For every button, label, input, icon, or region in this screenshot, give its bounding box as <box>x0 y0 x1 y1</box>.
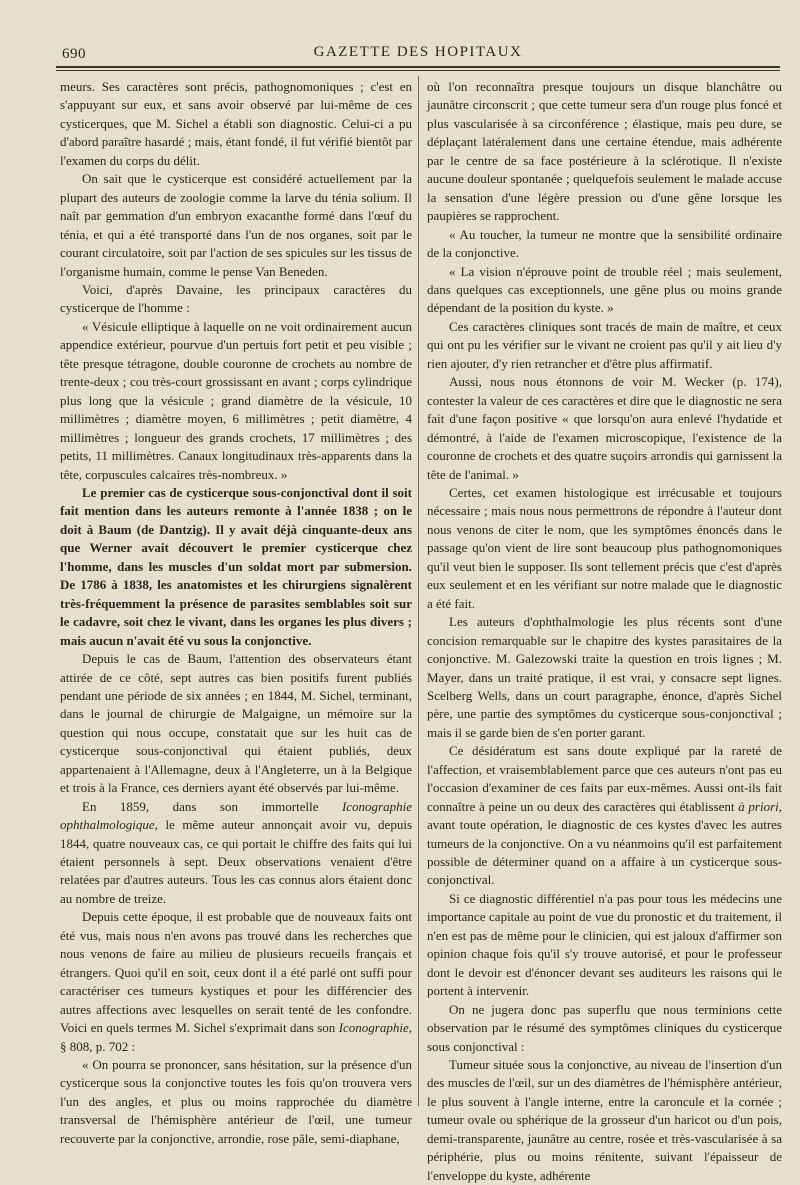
paragraph <box>60 798 412 909</box>
paragraph: Si ce diagnostic différentiel n'a pas pour tous les médecins une importance capitale au point de vue du pronostic et du traitement, il n'en est pas de même pour le clinicien, qui est jaloux d'affirmer son opinion chaque fois qu'il s'y trouve autorisé, et pour le professeur dont le devoir est d'énoncer devant ses auditeurs les raisons qui le portent à intervenir. <box>427 890 782 999</box>
text-run: Depuis cette époque, il est probable que de nouveaux faits ont été vus, mais nous n'en avons pas trouvé dans les recherches que nous venons de faire au milieu de plusieurs recueils français et étrangers. Quoi qu'il en soit, ceux dont il a été parlé ont suffi pour caractériser ces tumeurs kystiques et pour les différencier des autres affections avec lesquelles on serait tenté de les confondre. Voici en quels termes M. Sichel s'exprimait dans son <box>60 909 412 1036</box>
paragraph: Les auteurs d'ophthalmologie les plus récents sont d'une concision remarquable sur le chapitre des kystes parasitaires de la conjonctive. M. Galezowski traite la question en trois lignes ; M. Mayer, dans un traité pratique, il est vrai, y consacre sept lignes. Scelberg Wells, dans un court paragraphe, énonce, d'après Sichel père, une partie des symptômes du cysticerque sous-conjonctival ; mais il se garde bien de s'en porter garant. <box>427 614 782 740</box>
text-run: , le même auteur annonçait avoir vu, depuis 1844, quatre nouveaux cas, ce qui portait le chiffre des faits qui lui étaient personnels à sept. Deux observations venaient d'être relatées par d'autres auteurs. Tous les cas connus alors étaient donc au nombre de treize. <box>60 817 412 906</box>
quote-paragraph: « On pourra se prononcer, sans hésitation, sur la présence d'un cysticerque sous la conjonctive toutes les fois qu'on trouvera vers l'un des angles, et plus ou moins rapprochée du diamètre transversal de l'hémisphère antérieur de l'œil, une tumeur recouverte par la conjonctive, arrondie, rose pâle, semi-diaphane, <box>60 1057 412 1146</box>
paragraph: Le premier cas de cysticerque sous-conjonctival dont il soit fait mention dans les auteurs remonte à l'année 1838 ; on le doit à Baum (de Dantzig). Il y avait déjà cinquante-deux ans que Werner avait découvert le premier cysticerque chez l'homme, dans les muscles d'un soldat mort par submersion. De 1786 à 1838, les anatomistes et les chirurgiens signalèrent très-fréquemment la présence de parasites semblables soit sur le cadavre, soit chez le vivant, dans les organes les plus divers ; mais aucun n'avait été vu sous la conjonctive. <box>60 484 412 648</box>
quote-paragraph: « Vésicule elliptique à laquelle on ne voit ordinairement aucun appendice extérieur, pourvue d'un pertuis fort petit et peu visible ; tête presque tétragone, double couronne de crochets au nombre de trente-deux ; cou très-court grossissant en avant ; corps cylindrique plus long que la vésicule ; grand diamètre de la vésicule, 10 millimètres ; diamètre moyen, 6 millimètres ; petit diamètre, 4 millimètres ; longueur des grands crochets, 17 millimètres ; des petits, 11 millimètres. Canaux longitudinaux très-apparents dans la tête, corpuscules calcaires très-nombreux. » <box>60 318 412 482</box>
paragraph: Voici, d'après Davaine, les principaux caractères du cysticerque de l'homme : <box>60 281 412 316</box>
page-number: 690 <box>62 46 86 62</box>
paragraph: Certes, cet examen histologique est irrécusable et toujours nécessaire ; mais nous nous permettrons de répondre à l'auteur dont nous venons de citer le nom, que les symptômes énoncés dans le passage qu'on vient de lire sont beaucoup plus pathognomoniques qu'il veut bien le supposer. Ils sont tellement précis que c'est d'après eux seulement et en les vérifiant sur notre malade que le diagnostic a été fait. <box>427 484 782 611</box>
quote-paragraph: « La vision n'éprouve point de trouble réel ; mais seulement, dans quelques cas exceptionnels, une gêne plus ou moins grande dépendant de la position du kyste. » <box>427 263 782 316</box>
paragraph: Aussi, nous nous étonnons de voir M. Wecker (p. 174), contester la valeur de ces caractères et dire que le diagnostic ne sera fait d'une façon positive « que lorsqu'on aura enlevé l'hydatide et démontré, à l'aide de l'examen microscopique, l'existence de la couronne de crochets et des quatre suçoirs arrondis qui garnissent la tête de l'animal. » <box>427 374 782 482</box>
column-divider <box>418 76 419 1106</box>
left-column <box>60 78 412 1146</box>
header-rule-thin <box>56 70 780 71</box>
emphasis: à priori <box>738 798 779 814</box>
paragraph: meurs. Ses caractères sont précis, pathognomoniques ; c'est en s'appuyant sur eux, et sans avoir observé par lui-même de ces cysticerques, que M. Sichel a établi son diagnostic. Celui-ci a pu d'abord paraître hasardé ; mais, étant fondé, il fut vérifié bientôt par l'examen du corps du délit. <box>60 79 412 168</box>
paragraph: où l'on reconnaîtra presque toujours un disque blanchâtre ou jaunâtre circonscrit ; que cette tumeur sera d'un rouge plus foncé et plus vascularisée à sa circonférence ; élastique, mais peu dure, se déplaçant latéralement dans une certaine étendue, mais adhérente par le centre de sa face postérieure à la sclérotique. Il n'existe aucune douleur spontanée ; quelquefois seulement le malade accuse la sensation d'une légère pression ou d'une gêne lorsque les paupières se rapprochent. <box>427 79 782 224</box>
paragraph <box>427 742 782 890</box>
paragraph: Tumeur située sous la conjonctive, au niveau de l'insertion d'un des muscles de l'œil, sur un des diamètres de l'hémisphère antérieur, le plus souvent à l'angle interne, entre la caroncule et la cornée ; tumeur ovale ou sphérique de la grosseur d'un haricot ou d'un pois, demi-transparente, jaunâtre au centre, rosée et très-vascularisée à sa périphérie, plus ou moins rénitente, suivant l'épaisseur de l'enveloppe du kyste, adhérente <box>427 1057 782 1183</box>
page-header <box>56 44 780 64</box>
running-title: GAZETTE DES HOPITAUX <box>313 44 523 60</box>
header-rule <box>56 66 780 68</box>
paragraph <box>60 908 412 1056</box>
text-run: , avant toute opération, le diagnostic de ces kystes d'avec les autres tumeurs de la conjonctive. On a vu néanmoins qu'il est parfaitement possible de déterminer quand on a affaire à un cysticerque sous-conjonctival. <box>427 798 782 888</box>
paragraph: On sait que le cysticerque est considéré actuellement par la plupart des auteurs de zoologie comme la larve du ténia solium. Il naît par gemmation d'un embryon exacanthe formé dans l'œuf du ténia, et qui a été transporté dans l'un de nos organes, soit par le courant circulatoire, soit par l'action de ses spicules sur les tissus de l'organisme humain, comme le pense Van Beneden. <box>60 171 412 279</box>
paragraph: Depuis le cas de Baum, l'attention des observateurs étant attirée de ce côté, sept autres cas bien positifs furent publiés pendant une période de six années ; en 1844, M. Sichel, terminant, dans le journal de chirurgie de Malgaigne, un mémoire sur la question qui nous occupe, constatait que sur les huit cas de cysticerque sous-conjonctival qui étaient publiés, deux appartenaient à l'Allemagne, deux à l'Angleterre, un à la Belgique et trois à la France, ces derniers ayant été observés par lui-même. <box>60 651 412 796</box>
text-run: Ce désidératum est sans doute expliqué par la rareté de l'affection, et vraisemblablement parce que ces auteurs n'ont pas eu l'occasion d'examiner de ces faits par eux-mêmes. Aussi ont-ils fait connaître à peine un ou deux des caractères qui établissent <box>427 743 782 814</box>
book-title: Iconographie <box>338 1020 409 1036</box>
quote-paragraph: « Au toucher, la tumeur ne montre que la sensibilité ordinaire de la conjonctive. <box>427 226 782 261</box>
book-title: Iconographie ophthalmologique <box>60 798 412 833</box>
paragraph: On ne jugera donc pas superflu que nous terminions cette observation par le résumé des symptômes cliniques du cysticerque sous conjonctival : <box>427 1001 782 1054</box>
text-run: , § 808, p. 702 : <box>60 1020 412 1054</box>
right-column <box>427 78 782 1183</box>
paragraph: Ces caractères cliniques sont tracés de main de maître, et ceux qui ont pu les vérifier sur le vivant ne croient pas qu'il y ait lieu d'y rien ajouter, d'y rien retrancher et d'être plus affirmatif. <box>427 318 782 371</box>
text-run: En 1859, dans son immortelle <box>82 798 342 814</box>
